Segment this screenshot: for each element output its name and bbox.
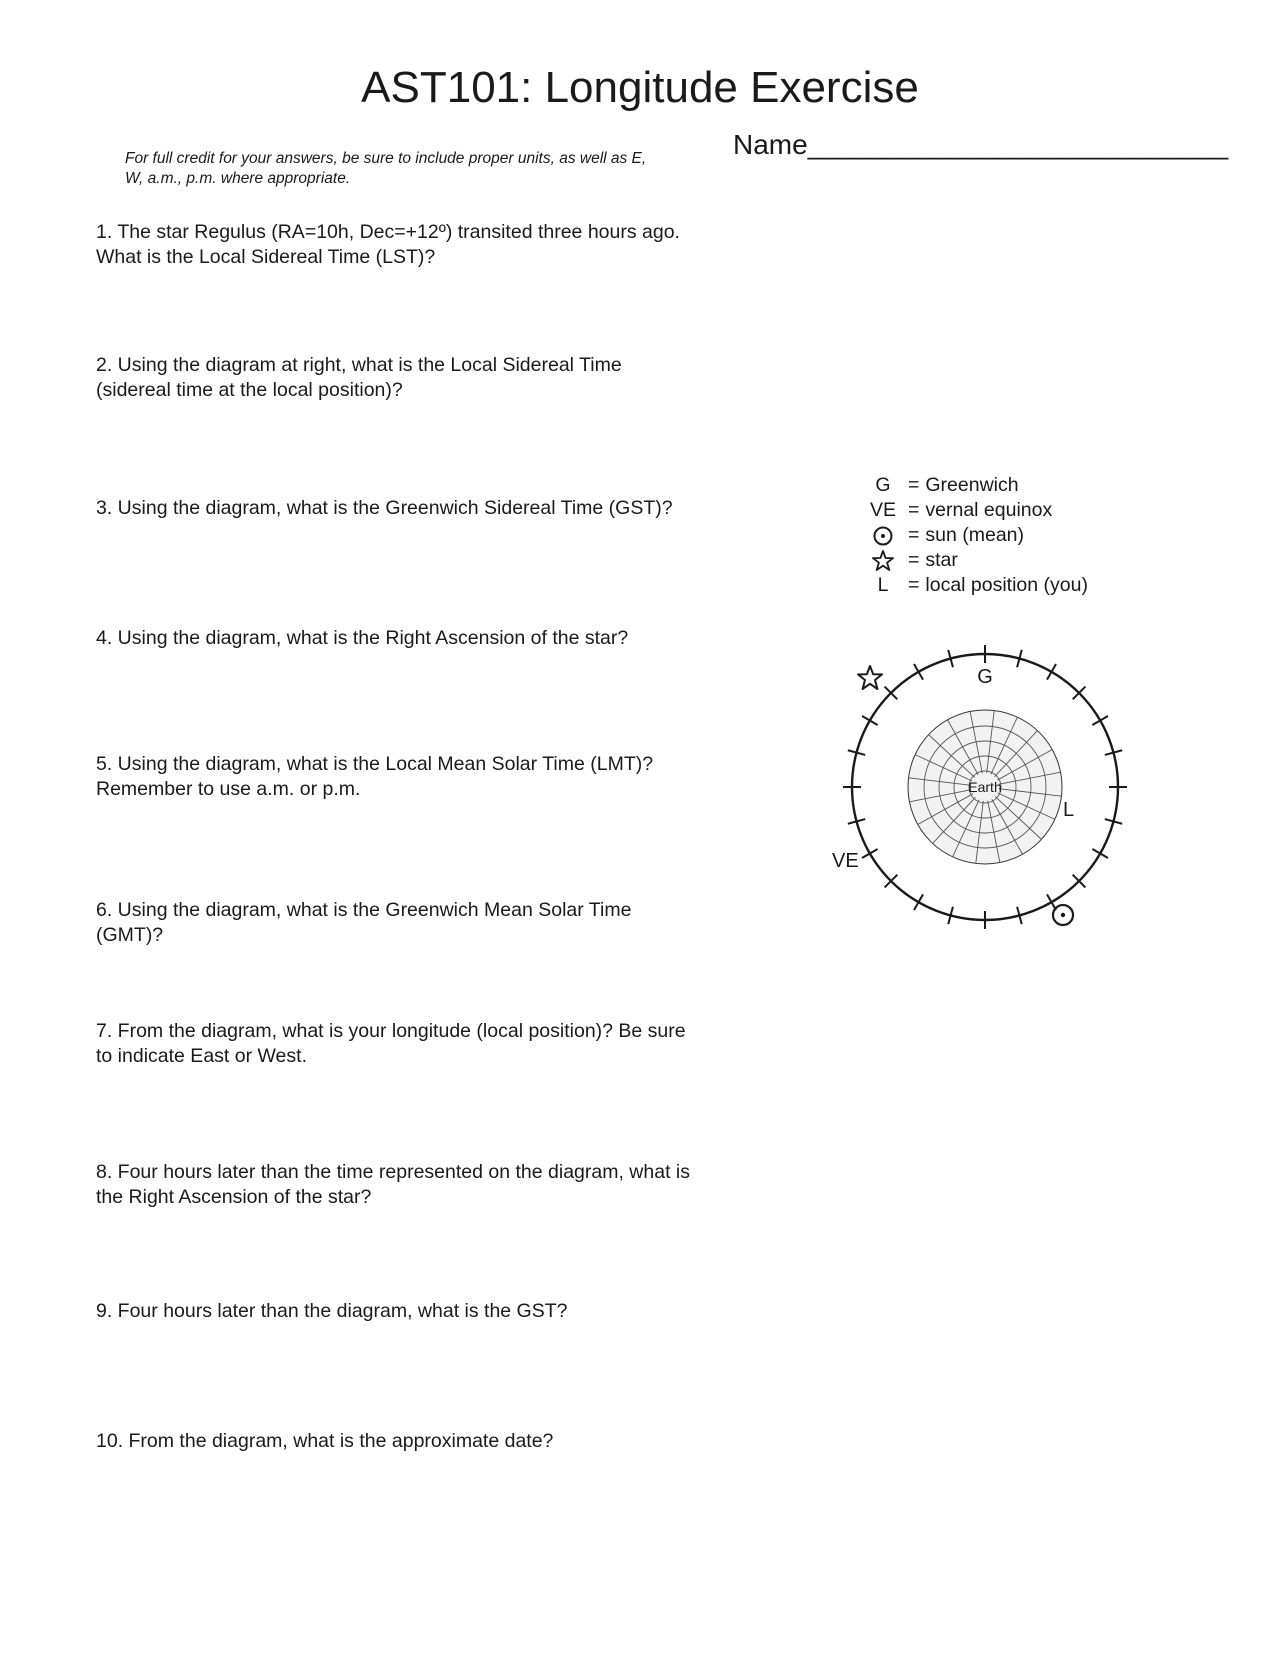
legend-row-star: [860, 548, 1220, 573]
legend-equals: =: [908, 574, 920, 596]
legend-equals: =: [908, 499, 920, 521]
legend-text-local: local position (you): [925, 574, 1088, 596]
star-outline-icon: [860, 549, 906, 573]
sky-diagram-svg: [820, 632, 1150, 942]
local-position-marker: L: [1063, 799, 1075, 821]
earth-label: Earth: [968, 779, 1002, 795]
question-5: 5. Using the diagram, what is the Local Mean Solar Time (LMT)? Remember to use a.m. or p.m.: [96, 753, 654, 800]
legend-symbol-l: L: [877, 574, 889, 596]
hour-tick: [862, 849, 878, 858]
hour-tick: [914, 894, 923, 910]
legend-row-local: [860, 573, 1220, 598]
hour-tick: [1047, 664, 1056, 680]
sun-symbol-icon: [860, 525, 906, 547]
question-9: 9. Four hours later than the diagram, what is the GST?: [96, 1300, 568, 1322]
legend-symbol-ve: VE: [869, 499, 896, 521]
question-10: 10. From the diagram, what is the approximate date?: [96, 1430, 554, 1452]
question-6: 6. Using the diagram, what is the Greenwich Mean Solar Time (GMT)?: [96, 899, 632, 946]
question-4: 4. Using the diagram, what is the Right Ascension of the star?: [96, 627, 629, 649]
question-2: 2. Using the diagram at right, what is the Local Sidereal Time (sidereal time at the local position)?: [96, 354, 622, 401]
legend-equals: =: [908, 524, 920, 546]
name-field-label: Name___________________________: [733, 129, 1229, 160]
page-title: AST101: Longitude Exercise: [361, 63, 919, 112]
legend-text-sun: sun (mean): [925, 524, 1025, 546]
legend-text-vernal-equinox: vernal equinox: [925, 499, 1053, 521]
question-3: 3. Using the diagram, what is the Greenwich Sidereal Time (GST)?: [96, 497, 673, 519]
legend-equals: =: [908, 549, 920, 571]
sun-marker-icon: [1053, 905, 1073, 925]
vernal-equinox-marker: VE: [832, 850, 859, 872]
legend-equals: =: [908, 474, 920, 496]
hour-tick: [1092, 716, 1108, 725]
star-marker-icon: [858, 666, 882, 689]
diagram-legend: [860, 473, 1220, 598]
question-8: 8. Four hours later than the time represented on the diagram, what is the Right Ascension of the star?: [96, 1161, 690, 1208]
legend-row-greenwich: [860, 473, 1220, 498]
legend-row-vernal-equinox: [860, 498, 1220, 523]
legend-text-star: star: [925, 549, 958, 571]
question-7: 7. From the diagram, what is your longitude (local position)? Be sure to indicate East or West.: [96, 1020, 686, 1067]
instructions-text: For full credit for your answers, be sure to include proper units, as well as E, W, a.m., p.m. where appropriate.: [125, 150, 647, 187]
hour-tick: [1092, 849, 1108, 858]
greenwich-marker: G: [977, 666, 993, 688]
legend-symbol-g: G: [875, 474, 891, 496]
legend-row-sun: [860, 523, 1220, 548]
sky-diagram: [820, 632, 1150, 942]
hour-tick: [1047, 894, 1056, 910]
hour-tick: [862, 716, 878, 725]
question-1: 1. The star Regulus (RA=10h, Dec=+12º) transited three hours ago. What is the Local Sidereal Time (LST)?: [96, 221, 680, 268]
hour-tick: [914, 664, 923, 680]
legend-text-greenwich: Greenwich: [925, 474, 1019, 496]
